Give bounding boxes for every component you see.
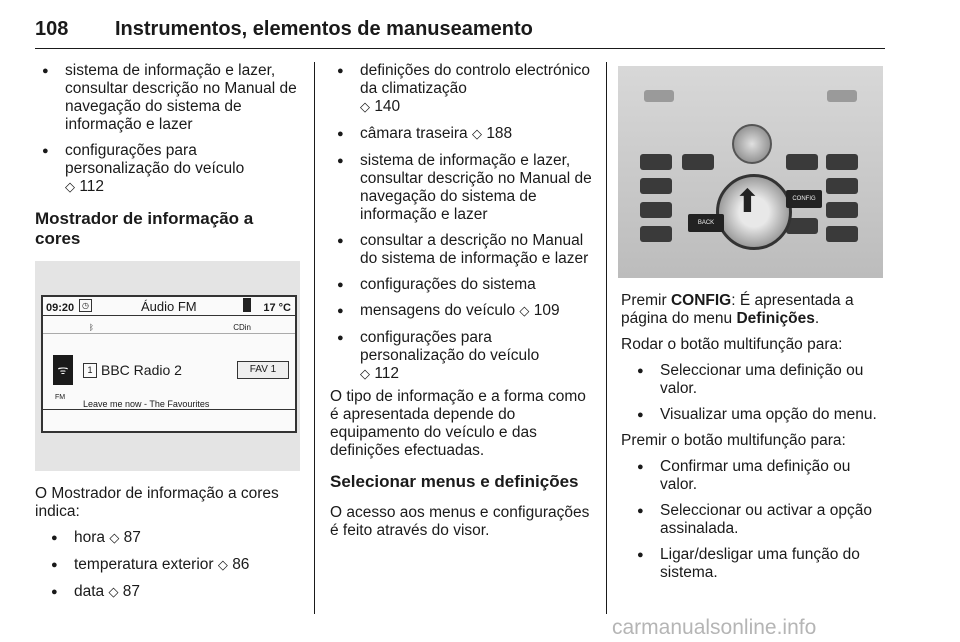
panel-button (640, 178, 672, 194)
page-reference[interactable]: 87 (122, 583, 141, 600)
control-panel-photo (618, 66, 883, 278)
list-item: ● consultar a descrição no Manual do sistema de informação e lazer (330, 232, 595, 268)
bluetooth-icon: ᛒ (89, 323, 94, 332)
bullet-list (35, 62, 300, 197)
display-temperature: 17 °C (263, 302, 291, 314)
page-number: 108 (35, 18, 69, 40)
page-reference[interactable]: 112 (79, 178, 105, 195)
song-title: Leave me now - The Favourites (83, 399, 210, 409)
page-reference[interactable]: 87 (123, 529, 141, 546)
list-item: ● sistema de informação e lazer, consultar descrição no Manual de navegação do sistema de informação e lazer (35, 62, 300, 134)
thermometer-icon (243, 298, 251, 312)
page-reference[interactable]: 86 (232, 556, 250, 573)
column-2 (330, 62, 595, 548)
panel-button (640, 202, 672, 218)
volume-knob (732, 124, 772, 164)
page-reference-icon: ◇ (360, 367, 370, 382)
paragraph: Rodar o botão multifunção para: (621, 336, 843, 353)
page-header (35, 8, 885, 49)
page-reference-icon: ◇ (472, 127, 482, 142)
paragraph: Premir o botão multifunção para: (621, 432, 846, 449)
watermark: carmanualsonline.info (612, 616, 817, 639)
page-reference-icon: ◇ (217, 558, 228, 573)
preset-number: 1 (83, 363, 97, 378)
config-button-label: CONFIG (786, 190, 822, 208)
paragraph: O tipo de informação e a forma como é apresentada depende do equipamento do veículo e das definições efectuadas. (330, 388, 586, 459)
list-item: ● Visualizar uma opção do menu. (630, 406, 889, 424)
list-item: ● Confirmar uma definição ou valor. (630, 458, 889, 494)
station-name: BBC Radio 2 (101, 362, 182, 378)
display-band: FM (55, 394, 66, 401)
list-item: ● configurações do sistema (330, 276, 595, 294)
panel-button (826, 178, 858, 194)
panel-button (826, 154, 858, 170)
bullet-list (35, 529, 300, 602)
page-reference-icon: ◇ (360, 100, 370, 115)
divider (43, 333, 295, 334)
column-1 (35, 62, 300, 610)
paragraph: O Mostrador de informação a cores indica: (35, 485, 279, 520)
divider (43, 409, 295, 410)
panel-button (640, 226, 672, 242)
page-reference[interactable]: 140 (374, 98, 401, 115)
list-item: ● configurações para personalização do veículo ◇ 112 (330, 329, 595, 384)
definicoes-keyword: Definições (736, 310, 815, 327)
list-item: ● câmara traseira ◇ 188 (330, 125, 595, 144)
bullet-list (621, 362, 889, 424)
section-heading: Selecionar menus e definições (330, 472, 579, 491)
rotary-arrow-icon: ⬆ (734, 183, 761, 219)
page-reference-icon: ◇ (519, 304, 530, 319)
list-item: ● configurações para personalização do veículo ◇ 112 (35, 142, 300, 197)
display-time: 09:20 (46, 302, 75, 314)
fav-badge: FAV 1 (237, 361, 289, 379)
page-reference[interactable]: 112 (374, 365, 400, 382)
list-item: ● Seleccionar ou activar a opção assinalada. (630, 502, 889, 538)
display-status-bar (43, 297, 295, 316)
list-item: ● mensagens do veículo ◇ 109 (330, 302, 595, 321)
page-reference-icon: ◇ (109, 531, 120, 546)
panel-button (644, 90, 674, 102)
list-item: ● definições do controlo electrónico da climatização ◇ 140 (330, 62, 595, 117)
display-screen (41, 295, 297, 433)
list-item: ● Ligar/desligar uma função do sistema. (630, 546, 889, 582)
page-reference[interactable]: 188 (486, 125, 513, 142)
column-3 (621, 62, 889, 590)
panel-button (640, 154, 672, 170)
list-item: ● hora ◇ 87 (44, 529, 300, 548)
column-divider (314, 62, 315, 614)
clock-icon: ◷ (79, 299, 92, 312)
radio-signal-icon: ᯤ (53, 355, 73, 385)
paragraph: O acesso aos menus e configurações é feito através do visor. (330, 504, 590, 539)
display-source: Áudio FM (141, 299, 197, 314)
list-item: ● sistema de informação e lazer, consultar descrição no Manual de navegação do sistema de informação e lazer (330, 152, 595, 224)
section-heading: Mostrador de informação a cores (35, 209, 254, 248)
paragraph: Premir CONFIG: É apresentada a página do menu Definições. (621, 292, 854, 327)
list-item: ● Seleccionar uma definição ou valor. (630, 362, 889, 398)
column-divider (606, 62, 607, 614)
bullet-list (621, 458, 889, 582)
chapter-title: Instrumentos, elementos de manuseamento (115, 18, 533, 40)
panel-button (682, 154, 714, 170)
page-reference[interactable]: 109 (533, 302, 560, 319)
page-reference-icon: ◇ (65, 180, 75, 195)
back-button-label: BACK (688, 214, 724, 232)
panel-button (826, 226, 858, 242)
panel-button (827, 90, 857, 102)
bullet-list (330, 62, 595, 384)
panel-button (786, 154, 818, 170)
display-cdin: CDin (233, 323, 251, 332)
config-keyword: CONFIG (670, 292, 732, 309)
page-reference-icon: ◇ (108, 585, 119, 600)
panel-button (826, 202, 858, 218)
list-item: ● temperatura exterior ◇ 86 (44, 556, 300, 575)
list-item: ● data ◇ 87 (44, 583, 300, 602)
color-info-display-illustration (35, 261, 300, 471)
